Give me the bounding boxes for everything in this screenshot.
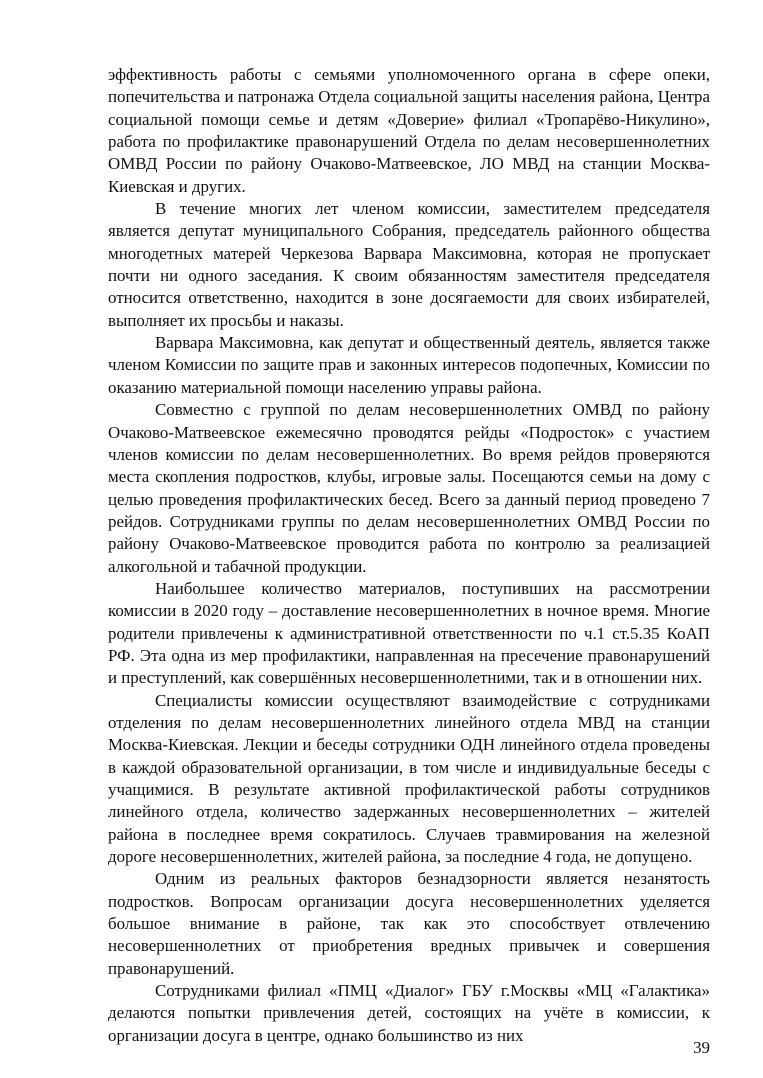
- paragraph-3: Варвара Максимовна, как депутат и общественный деятель, является также членом Комиссии по защите прав и законных интересов подопечных, Комиссии по оказанию материальной помощи населению управы района.: [108, 333, 710, 397]
- document-page-body: [108, 64, 710, 1047]
- paragraph-6: Специалисты комиссии осуществляют взаимодействие с сотрудниками отделения по делам несовершеннолетних линейного отдела МВД на станции Москва-Киевская. Лекции и беседы сотрудники ОДН линейного отдела проведены в каждой образовательной организации, в том числе и индивидуальные беседы с учащимися. В результате активной профилактической работы сотрудников линейного отдела, количество задержанных несовершеннолетних – жителей района в последнее время сократилось. Случаев травмирования на железной дороге несовершеннолетних, жителей района, за последние 4 года, не допущено.: [108, 690, 710, 867]
- paragraph-5: Наибольшее количество материалов, поступивших на рассмотрении комиссии в 2020 году – доставление несовершеннолетних в ночное время. Многие родители привлечены к административной ответственности по ч.1 ст.5.35 КоАП РФ. Эта одна из мер профилактики, направленная на пресечение правонарушений и преступлений, как совершённых несовершеннолетними, так и в отношении них.: [108, 578, 710, 688]
- paragraph-8: Сотрудниками филиал «ПМЦ «Диалог» ГБУ г.Москвы «МЦ «Галактика» делаются попытки привлечения детей, состоящих на учёте в комиссии, к организации досуга в центре, однако большинство из них: [108, 981, 710, 1045]
- paragraph-1: эффективность работы с семьями уполномоченного органа в сфере опеки, попечительства и патронажа Отдела социальной защиты населения района, Центра социальной помощи семье и детям «Доверие» филиал «Тропарёво-Никулино», работа по профилактике правонарушений Отдела по делам несовершеннолетних ОМВД России по району Очаково-Матвеевское, ЛО МВД на станции Москва-Киевская и других.: [108, 65, 710, 196]
- paragraph-4: Совместно с группой по делам несовершеннолетних ОМВД по району Очаково-Матвеевское ежемесячно проводятся рейды «Подросток» с участием членов комиссии по делам несовершеннолетних. Во время рейдов проверяются места скопления подростков, клубы, игровые залы. Посещаются семьи на дому с целью проведения профилактических бесед. Всего за данный период проведено 7 рейдов. Сотрудниками группы по делам несовершеннолетних ОМВД России по району Очаково-Матвеевское проводится работа по контролю за реализацией алкогольной и табачной продукции.: [108, 400, 710, 576]
- paragraph-2: В течение многих лет членом комиссии, заместителем председателя является депутат муниципального Собрания, председатель районного общества многодетных матерей Черкезова Варвара Максимовна, которая не пропускает почти ни одного заседания. К своим обязанностям заместителя председателя относится ответственно, находится в зоне досягаемости для своих избирателей, выполняет их просьбы и наказы.: [108, 199, 710, 330]
- page-number: 39: [693, 1038, 710, 1057]
- paragraph-7: Одним из реальных факторов безнадзорности является незанятость подростков. Вопросам организации досуга несовершеннолетних уделяется большое внимание в районе, так как это способствует отвлечению несовершеннолетних от приобретения вредных привычек и совершения правонарушений.: [108, 869, 710, 978]
